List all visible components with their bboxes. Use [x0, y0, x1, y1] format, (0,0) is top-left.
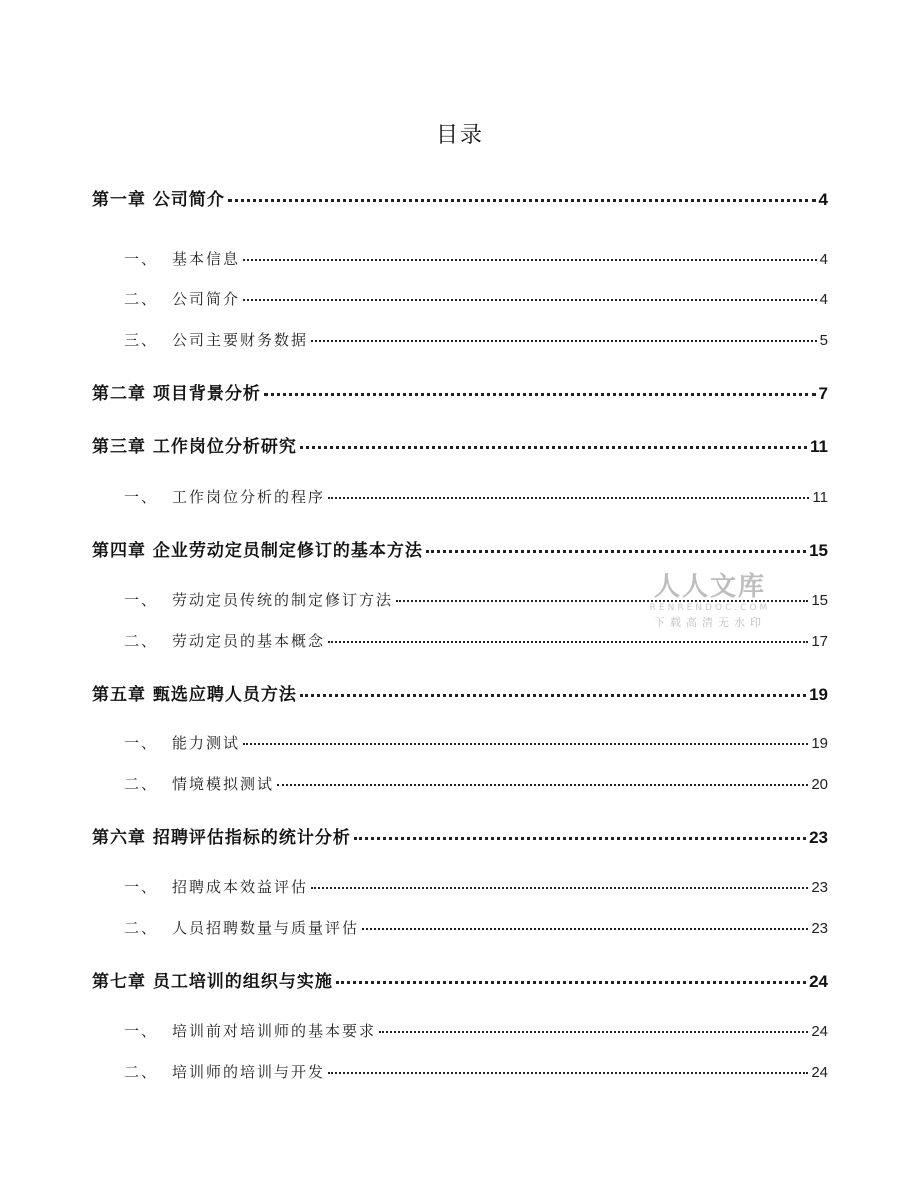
toc-leader-dots: [311, 340, 817, 342]
toc-entry-page: 4: [819, 251, 828, 268]
toc-entry-page: 19: [809, 685, 828, 704]
toc-entry-text: 基本信息: [172, 250, 241, 268]
toc-leader-dots: [328, 1072, 808, 1074]
toc-entry-number: 二、: [124, 290, 159, 308]
toc-entry[interactable]: [92, 680, 828, 705]
toc-entry-page: 4: [819, 291, 828, 308]
toc-entry-number: 二、: [124, 919, 159, 937]
toc-entry-page: 5: [819, 332, 828, 349]
toc-entry-text: 劳动定员传统的制定修订方法: [172, 591, 394, 609]
toc-entry[interactable]: [124, 248, 828, 269]
toc-entry[interactable]: [124, 917, 828, 938]
toc-leader-dots: [243, 299, 817, 301]
toc-leader-dots: [311, 887, 808, 889]
toc-leader-dots: [300, 446, 807, 449]
toc-entry-number: 一、: [124, 488, 159, 506]
toc-entry-text: 第七章 员工培训的组织与实施: [92, 972, 333, 992]
toc-entry-text: 第三章 工作岗位分析研究: [92, 437, 297, 457]
toc-entry-number: 二、: [124, 632, 159, 650]
toc-entry-text: 工作岗位分析的程序: [172, 488, 326, 506]
toc-leader-dots: [362, 928, 808, 930]
toc-entry[interactable]: [92, 967, 828, 992]
toc-entry[interactable]: [124, 732, 828, 753]
toc-entry-page: 24: [811, 1023, 828, 1040]
toc-entry-text: 第四章 企业劳动定员制定修订的基本方法: [92, 541, 423, 561]
toc-entry[interactable]: [124, 486, 828, 507]
toc-leader-dots: [426, 550, 806, 553]
toc-entry-text: 能力测试: [172, 734, 241, 752]
toc-entry-number: 一、: [124, 734, 159, 752]
toc-entry[interactable]: [92, 823, 828, 848]
toc-entry-number: 二、: [124, 1063, 159, 1081]
toc-entry[interactable]: [92, 432, 828, 457]
toc-entry[interactable]: [92, 536, 828, 561]
toc-entry-page: 24: [811, 1064, 828, 1081]
toc-entry[interactable]: [92, 379, 828, 404]
toc-entry-page: 15: [809, 541, 828, 560]
toc-entry-page: 24: [809, 972, 828, 991]
watermark-subtitle: RENRENDOC.COM: [649, 603, 771, 613]
toc-entry-text: 人员招聘数量与质量评估: [172, 919, 360, 937]
toc-entry-page: 11: [812, 489, 828, 506]
toc-leader-dots: [243, 259, 817, 261]
watermark: [640, 566, 780, 630]
toc-leader-dots: [328, 497, 809, 499]
toc-entry-page: 20: [811, 776, 828, 793]
toc-entry-text: 第一章 公司简介: [92, 190, 225, 210]
watermark-title: 人人文库: [653, 572, 766, 602]
toc-leader-dots: [354, 837, 806, 840]
toc-entry[interactable]: [92, 185, 828, 210]
toc-entry-text: 公司主要财务数据: [172, 331, 309, 349]
toc-entry-number: 一、: [124, 878, 159, 896]
toc-entry[interactable]: [124, 329, 828, 350]
toc-entry-number: 三、: [124, 331, 159, 349]
toc-leader-dots: [228, 199, 816, 202]
toc-entry-text: 情境模拟测试: [172, 775, 275, 793]
toc-leader-dots: [264, 393, 816, 396]
toc-leader-dots: [300, 694, 806, 697]
toc-entry[interactable]: [124, 773, 828, 794]
toc-entry-text: 公司简介: [172, 290, 241, 308]
toc-entry[interactable]: [124, 630, 828, 651]
toc-entry-page: 11: [810, 437, 828, 456]
toc-entry-text: 培训师的培训与开发: [172, 1063, 326, 1081]
toc-entry-page: 23: [811, 879, 828, 896]
toc-entry-page: 15: [811, 592, 828, 609]
toc-entry-text: 第二章 项目背景分析: [92, 384, 261, 404]
toc-entry-page: 19: [811, 735, 828, 752]
toc-leader-dots: [243, 743, 808, 745]
toc-leader-dots: [328, 641, 808, 643]
toc-entry-number: 二、: [124, 775, 159, 793]
toc-entry-number: 一、: [124, 250, 159, 268]
toc-entry-page: 17: [811, 633, 828, 650]
toc-entry[interactable]: [124, 1061, 828, 1082]
toc-entry-page: 7: [818, 384, 828, 403]
watermark-desc: 下载高清无水印: [654, 616, 766, 629]
toc-leader-dots: [336, 981, 806, 984]
toc-entry-text: 招聘成本效益评估: [172, 878, 309, 896]
toc-entry-page: 23: [811, 920, 828, 937]
toc-entry[interactable]: [124, 876, 828, 897]
toc-entry-number: 一、: [124, 591, 159, 609]
toc-entry-page: 23: [809, 828, 828, 847]
toc-entry[interactable]: [124, 288, 828, 309]
toc-entry-number: 一、: [124, 1022, 159, 1040]
toc-entry-text: 培训前对培训师的基本要求: [172, 1022, 377, 1040]
toc-entry-text: 劳动定员的基本概念: [172, 632, 326, 650]
toc-entry-page: 4: [818, 190, 828, 209]
toc-entry-text: 第五章 甄选应聘人员方法: [92, 685, 297, 705]
toc-entry-text: 第六章 招聘评估指标的统计分析: [92, 828, 351, 848]
toc-leader-dots: [277, 784, 808, 786]
page-title: 目录: [435, 123, 484, 148]
toc-entry[interactable]: [124, 1020, 828, 1041]
toc-leader-dots: [379, 1031, 808, 1033]
